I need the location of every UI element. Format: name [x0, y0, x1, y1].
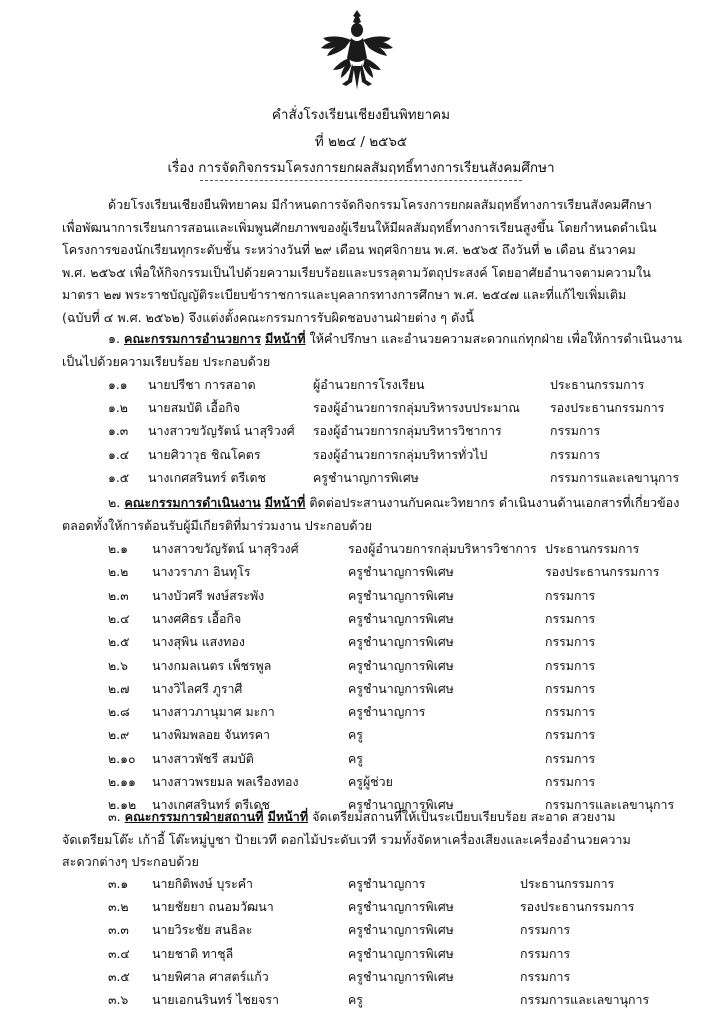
- order-title: คำสั่งโรงเรียนเชียงยืนพิทยาคม: [271, 107, 451, 123]
- member-position: รองผู้อำนวยการกลุ่มบริหารทั่วไป: [313, 446, 488, 462]
- section-name: คณะกรรมการฝ่ายสถานที่: [124, 809, 264, 824]
- member-role: ประธานกรรมการ: [545, 541, 640, 556]
- member-number: ๒.๓: [108, 587, 129, 603]
- intro-line: พ.ศ. ๒๕๖๕ เพื่อให้กิจกรรมเป็นไปด้วยความเรียบร้อยและบรรลุตามวัตถุประสงค์ โดยอาศัยอำนาจตามความใน: [62, 264, 651, 280]
- intro-paragraph: [62, 194, 682, 329]
- intro-line: เพื่อพัฒนาการเรียนการสอนและเพิ่มพูนศักยภาพของผู้เรียนให้มีผลสัมฤทธิ์ทางการเรียนสูงขึ้น โดยกำหนดดำเนิน: [62, 219, 657, 235]
- member-position: ครูชำนาญการพิเศษ: [348, 610, 454, 626]
- member-name: นางพิมพลอย จันทรคา: [152, 727, 271, 743]
- member-role: กรรมการ: [520, 945, 571, 961]
- member-number: ๓.๒: [108, 899, 129, 915]
- member-role: กรรมการ: [545, 680, 596, 696]
- member-position: ผู้อำนวยการโรงเรียน: [313, 377, 425, 392]
- member-number: ๒.๑๒: [108, 797, 137, 813]
- member-name: นางบัวศรี พงษ์สระพัง: [152, 587, 265, 603]
- member-role: กรรมการและเลขานุการ: [545, 797, 675, 813]
- duty-text: ตลอดทั้งให้การต้อนรับผู้มีเกียรติที่มาร่วมงาน ประกอบด้วย: [62, 517, 373, 533]
- member-number: ๑.๒: [108, 400, 128, 416]
- member-name: นายสมบัติ เอื้อกิจ: [148, 400, 241, 416]
- member-number: ๑.๓: [108, 423, 129, 439]
- member-name: นางสาวพรยมล พลเรืองทอง: [152, 774, 299, 789]
- member-row: [0, 540, 722, 562]
- member-role: รองประธานกรรมการ: [550, 400, 665, 416]
- member-name: นางสาวภานุมาศ มะกา: [152, 704, 275, 720]
- member-name: นางศศิธร เอื้อกิจ: [152, 610, 242, 626]
- member-row: [0, 945, 722, 967]
- section-number: ๓.: [108, 809, 121, 824]
- member-number: ๒.๒: [108, 564, 129, 580]
- member-number: ๑.๕: [108, 469, 130, 485]
- member-role: ประธานกรรมการ: [520, 876, 615, 891]
- section-3-heading: [62, 806, 682, 874]
- member-role: กรรมการ: [545, 657, 596, 673]
- member-role: กรรมการ: [545, 704, 596, 720]
- member-row: [0, 563, 722, 585]
- member-role: กรรมการและเลขานุการ: [520, 992, 650, 1007]
- member-position: ครูชำนาญการพิเศษ: [348, 634, 454, 650]
- section-2-heading: [62, 492, 682, 537]
- member-number: ๒.๔: [108, 610, 130, 626]
- member-position: ครูชำนาญการพิเศษ: [348, 899, 454, 915]
- member-position: รองผู้อำนวยการกลุ่มบริหารวิชาการ: [348, 541, 537, 556]
- member-position: ครูชำนาญการพิเศษ: [348, 587, 454, 603]
- member-role: กรรมการ: [545, 587, 596, 603]
- section-number: ๒.: [108, 495, 121, 510]
- member-row: [0, 633, 722, 655]
- member-position: ครูชำนาญการพิเศษ: [348, 797, 454, 813]
- member-row: [0, 399, 722, 421]
- intro-line: (ฉบับที่ ๔ พ.ศ. ๒๕๖๒) จึงแต่งตั้งคณะกรรมการรับผิดชอบงานฝ่ายต่าง ๆ ดังนี้: [62, 309, 474, 325]
- member-role: กรรมการ: [545, 727, 596, 743]
- member-position: ครูชำนาญการพิเศษ: [348, 564, 454, 580]
- member-position: ครูชำนาญการพิเศษ: [313, 469, 419, 485]
- member-row: [0, 968, 722, 990]
- intro-line: โครงการของนักเรียนทุกระดับชั้น ระหว่างวันที่ ๒๙ เดือน พฤศจิกายน พ.ศ. ๒๕๖๕ ถึงวันที่ ๒ เดือน ธันวาคม: [62, 242, 636, 257]
- member-role: รองประธานกรรมการ: [545, 564, 660, 580]
- member-role: กรรมการและเลขานุการ: [550, 469, 680, 485]
- member-name: นายเอกนรินทร์ ไชยจรา: [152, 992, 279, 1007]
- member-position: ครูชำนาญการ: [348, 704, 426, 720]
- member-number: ๒.๑๑: [108, 774, 136, 789]
- member-name: นายชัยยา ถนอมวัฒนา: [152, 899, 274, 915]
- member-position: ครูชำนาญการพิเศษ: [348, 680, 454, 696]
- member-name: นางวิไลศรี ภูราศี: [152, 680, 243, 696]
- member-number: ๓.๕: [108, 968, 130, 984]
- member-row: [0, 921, 722, 943]
- member-number: ๑.๑: [108, 377, 128, 392]
- duty-text: จัดเตรียมโต๊ะ เก้าอี้ โต๊ะหมู่บูชา ป้ายเวที ดอกไม้ประดับเวที รวมทั้งจัดหาเครื่องเสียงและเครื่องอำนวยความ: [62, 831, 631, 847]
- member-number: ๓.๖: [108, 992, 129, 1007]
- member-number: ๒.๗: [108, 680, 130, 696]
- member-number: ๓.๔: [108, 945, 130, 961]
- member-number: ๓.๓: [108, 922, 129, 938]
- member-position: ครูชำนาญการพิเศษ: [348, 945, 454, 961]
- member-role: กรรมการ: [545, 634, 596, 650]
- member-role: กรรมการ: [520, 968, 571, 984]
- duty-label: มีหน้าที่: [267, 809, 309, 824]
- member-name: นางวราภา อินทุโร: [152, 564, 251, 580]
- member-number: ๒.๑: [108, 541, 128, 556]
- member-position: ครู: [348, 992, 363, 1007]
- member-row: [0, 657, 722, 679]
- member-number: ๒.๕: [108, 634, 130, 650]
- member-number: ๒.๘: [108, 704, 130, 720]
- member-row: [0, 446, 722, 468]
- separator-line: [200, 180, 522, 181]
- member-row: [0, 422, 722, 444]
- member-number: ๑.๔: [108, 446, 130, 462]
- duty-label: มีหน้าที่: [264, 495, 306, 510]
- member-row: [0, 680, 722, 702]
- member-position: ครู: [348, 727, 363, 743]
- member-number: ๒.๙: [108, 727, 130, 743]
- member-row: [0, 587, 722, 609]
- duty-text: สะดวกต่างๆ ประกอบด้วย: [62, 854, 199, 869]
- member-name: นางเกศสรินทร์ ตรีเดช: [148, 469, 266, 485]
- member-role: กรรมการ: [520, 922, 571, 938]
- member-position: ครู: [348, 750, 363, 766]
- member-position: รองผู้อำนวยการกลุ่มบริหารวิชาการ: [313, 423, 502, 439]
- member-name: นายกิติพงษ์ บุระคำ: [152, 876, 253, 891]
- section-number: ๑.: [108, 331, 120, 346]
- member-name: นางสุพิน แสงทอง: [152, 634, 245, 650]
- member-role: กรรมการ: [545, 610, 596, 626]
- member-number: ๒.๑๐: [108, 750, 136, 766]
- member-role: ประธานกรรมการ: [550, 377, 645, 392]
- member-name: นางสาวพัชรี สมบัติ: [152, 750, 254, 766]
- member-name: นางกมลเนตร เพ็ชรพูล: [152, 657, 272, 673]
- member-row: [0, 750, 722, 772]
- member-position: รองผู้อำนวยการกลุ่มบริหารงบประมาณ: [313, 400, 520, 416]
- duty-text: จัดเตรียมสถานที่ให้เป็นระเบียบเรียบร้อย สะอาด สวยงาม: [308, 809, 616, 824]
- member-row: [0, 469, 722, 491]
- member-name: นายศิวาวุธ ชิณโคตร: [148, 446, 261, 462]
- member-name: นายปรีชา การสอาด: [148, 377, 256, 392]
- member-name: นางเกศสรินทร์ ตรีเดช: [152, 797, 270, 813]
- member-row: [0, 898, 722, 920]
- duty-text: ติดต่อประสานงานกับคณะวิทยากร ดำเนินงานด้านเอกสารที่เกี่ยวข้อง: [305, 495, 680, 510]
- member-row: [0, 875, 722, 897]
- duty-label: มีหน้าที่: [264, 331, 306, 346]
- member-position: ครูชำนาญการ: [348, 876, 426, 891]
- garuda-emblem: [316, 6, 398, 94]
- member-row: [0, 991, 722, 1013]
- member-position: ครูผู้ช่วย: [348, 774, 393, 789]
- section-1-heading: [62, 328, 682, 373]
- intro-line: ด้วยโรงเรียนเชียงยืนพิทยาคม มีกำหนดการจัดกิจกรรมโครงการยกผลสัมฤทธิ์ทางการเรียนสังคมศึกษา: [108, 197, 652, 212]
- member-role: รองประธานกรรมการ: [520, 899, 635, 915]
- member-row: [0, 703, 722, 725]
- member-name: นางสาวขวัญรัตน์ นาสุริวงศ์: [152, 541, 299, 556]
- member-number: ๓.๑: [108, 876, 129, 891]
- member-role: กรรมการ: [550, 423, 601, 439]
- order-subject: เรื่อง การจัดกิจกรรมโครงการยกผลสัมฤทธิ์ทางการเรียนสังคมศึกษา: [167, 160, 555, 176]
- duty-text: เป็นไปด้วยความเรียบร้อย ประกอบด้วย: [62, 353, 271, 369]
- member-row: [0, 773, 722, 795]
- member-role: กรรมการ: [550, 446, 601, 462]
- member-name: นายวิระชัย สนธิละ: [152, 922, 253, 938]
- member-row: [0, 376, 722, 398]
- member-name: นายชาติ ทาชุลี: [152, 945, 234, 961]
- member-position: ครูชำนาญการพิเศษ: [348, 657, 454, 673]
- member-name: นางสาวขวัญรัตน์ นาสุริวงศ์: [148, 423, 295, 439]
- section-name: คณะกรรมการดำเนินงาน: [124, 495, 261, 510]
- member-position: ครูชำนาญการพิเศษ: [348, 922, 454, 938]
- duty-text: ให้คำปรึกษา และอำนวยความสะดวกแก่ทุกฝ่าย เพื่อให้การดำเนินงาน: [305, 331, 682, 346]
- member-row: [0, 610, 722, 632]
- order-number: ที่ ๒๒๔ / ๒๕๖๕: [314, 134, 408, 150]
- member-position: ครูชำนาญการพิเศษ: [348, 968, 454, 984]
- member-role: กรรมการ: [545, 750, 596, 766]
- member-row: [0, 726, 722, 748]
- member-number: ๒.๖: [108, 657, 128, 673]
- member-name: นายพิศาล ศาสตร์แก้ว: [152, 968, 269, 984]
- member-role: กรรมการ: [545, 774, 596, 789]
- intro-line: มาตรา ๒๗ พระราชบัญญัติระเบียบข้าราชการและบุคลากรทางการศึกษา พ.ศ. ๒๕๔๗ และที่แก้ไขเพิ่มเติม: [62, 287, 627, 302]
- section-name: คณะกรรมการอำนวยการ: [124, 331, 261, 346]
